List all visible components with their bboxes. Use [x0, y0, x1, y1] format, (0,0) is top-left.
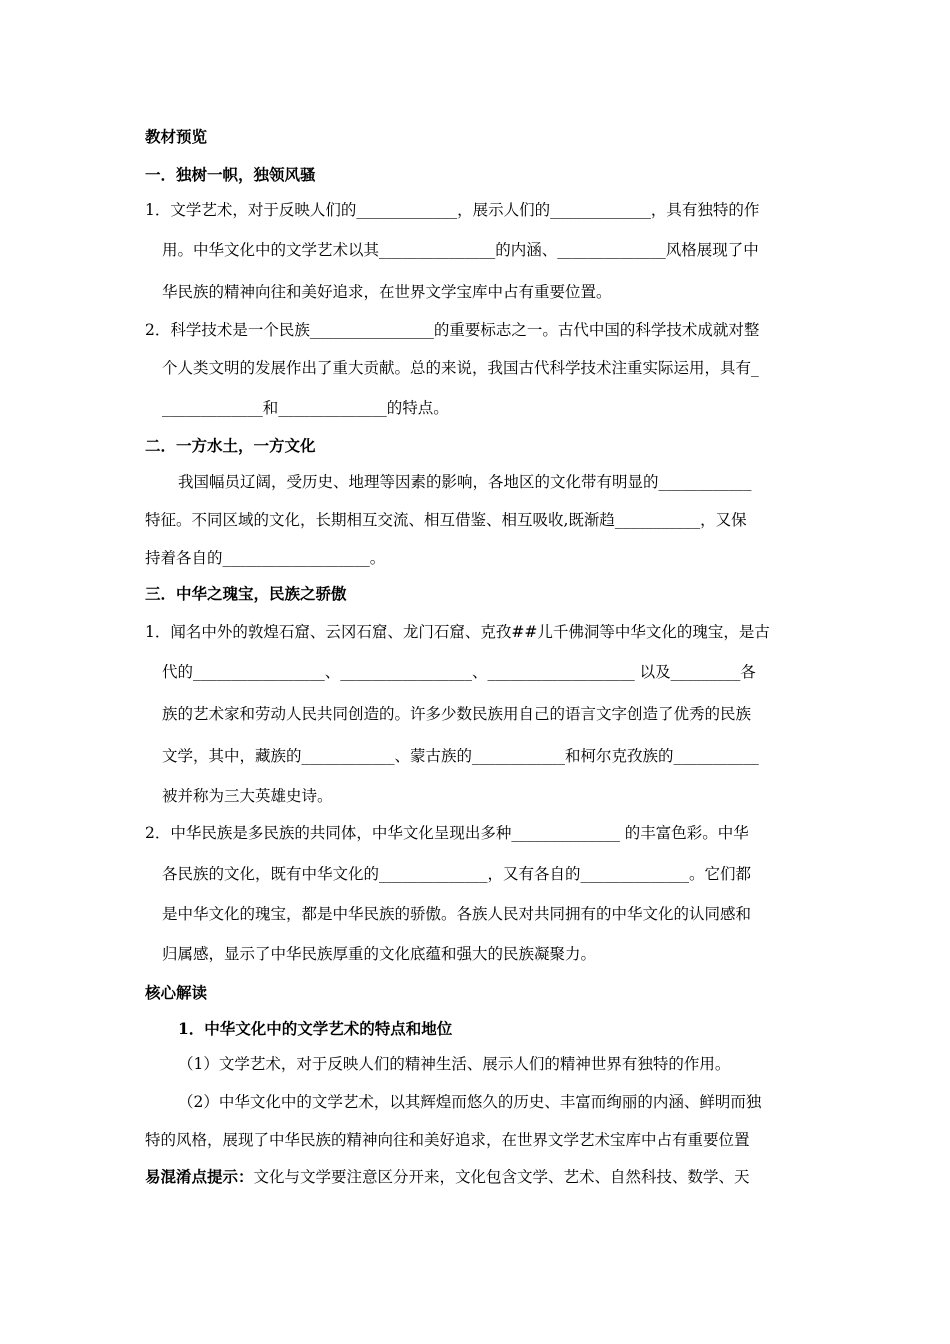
section-2-line-1: 我国幅员辽阔，受历史、地理等因素的影响，各地区的文化带有明显的____________ — [178, 473, 752, 491]
section-3-line-1: 1．闻名中外的敦煌石窟、云冈石窟、龙门石窟、克孜##儿千佛洞等中华文化的瑰宝，是古 — [145, 623, 770, 641]
core-subheading-1: 1．中华文化中的文学艺术的特点和地位 — [178, 1019, 453, 1038]
section-1-line-4: 2．科学技术是一个民族________________的重要标志之一。古代中国的科学技术成就对整 — [145, 321, 760, 339]
section-1-line-1: 1．文学艺术，对于反映人们的_____________，展示人们的_____________，具有独特的作 — [145, 201, 760, 219]
section-3-line-8: 是中华文化的瑰宝，都是中华民族的骄傲。各族人民对共同拥有的中华文化的认同感和 — [162, 905, 752, 923]
heading-textbook-preview: 教材预览 — [145, 127, 208, 146]
confusion-tip-label: 易混淆点提示： — [145, 1167, 254, 1186]
section-3-title: 三．中华之瑰宝，民族之骄傲 — [145, 584, 347, 603]
section-2-line-3: 持着各自的___________________。 — [145, 549, 386, 567]
section-2-title: 二．一方水土，一方文化 — [145, 436, 316, 455]
section-3-line-7: 各民族的文化，既有中华文化的______________，又有各自的______________。它们都 — [162, 865, 752, 883]
section-3-line-2: 代的_________________、_________________、___________________ 以及_________各 — [162, 663, 756, 681]
section-3-line-6: 2．中华民族是多民族的共同体，中华文化呈现出多种______________ 的丰富色彩。中华 — [145, 824, 749, 842]
section-3-line-3: 族的艺术家和劳动人民共同创造的。许多少数民族用自己的语言文字创造了优秀的民族 — [162, 705, 752, 723]
section-3-line-4: 文学，其中，藏族的____________、蒙古族的____________和柯尔克孜族的___________ — [162, 747, 759, 765]
core-paragraph-2-line-2: 特的风格，展现了中华民族的精神向往和美好追求，在世界文学艺术宝库中占有重要位置 — [145, 1131, 750, 1149]
core-paragraph-2-line-1: （2）中华文化中的文学艺术，以其辉煌而悠久的历史、丰富而绚丽的内涵、鲜明而独 — [178, 1093, 762, 1111]
confusion-tip-text: 文化与文学要注意区分开来，文化包含文学、艺术、自然科技、数学、天 — [253, 1168, 750, 1186]
section-1-line-2: 用。中华文化中的文学艺术以其_______________的内涵、______________风格展现了中 — [162, 241, 759, 259]
confusion-tip — [145, 1167, 750, 1187]
core-interpretation-heading: 核心解读 — [145, 983, 208, 1002]
section-2-line-2: 特征。不同区域的文化，长期相互交流、相互借鉴、相互吸收,既渐趋___________，又保 — [145, 511, 747, 529]
section-3-line-5: 被并称为三大英雄史诗。 — [162, 787, 333, 805]
section-1-title: 一．独树一帜，独领风骚 — [145, 165, 316, 184]
section-3-line-9: 归属感，显示了中华民族厚重的文化底蕴和强大的民族凝聚力。 — [162, 945, 597, 963]
core-paragraph-1: （1）文学艺术，对于反映人们的精神生活、展示人们的精神世界有独特的作用。 — [178, 1055, 731, 1073]
section-1-line-3: 华民族的精神向往和美好追求，在世界文学宝库中占有重要位置。 — [162, 283, 612, 301]
section-1-line-5: 个人类文明的发展作出了重大贡献。总的来说，我国古代科学技术注重实际运用，具有_ — [162, 359, 759, 377]
section-1-line-6: _____________和______________的特点。 — [162, 399, 449, 417]
